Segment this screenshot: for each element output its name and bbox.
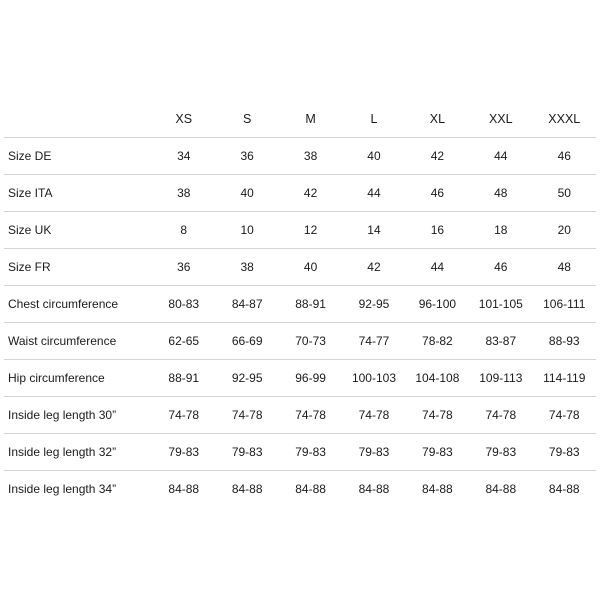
table-cell: 74-78 <box>422 408 453 422</box>
table-cell: 74-78 <box>358 408 390 422</box>
table-cell: 44 <box>367 186 381 200</box>
table-row <box>4 397 596 434</box>
table-cell: 84-88 <box>548 482 580 496</box>
size-header: XS <box>175 112 193 126</box>
table-cell: 106-111 <box>543 297 586 311</box>
table-cell: 74-78 <box>485 408 517 422</box>
table-cell: 96-99 <box>295 371 326 385</box>
table-cell: 40 <box>303 260 318 274</box>
table-cell: 84-88 <box>422 482 453 496</box>
table-cell: 48 <box>494 186 508 200</box>
table-cell: 48 <box>557 260 571 274</box>
size-header: M <box>305 112 316 126</box>
table-cell: 36 <box>240 149 254 163</box>
table-cell: 114-119 <box>543 371 586 385</box>
table-cell: 50 <box>557 186 571 200</box>
row-label: Size FR <box>8 260 51 274</box>
table-cell: 38 <box>240 260 254 274</box>
table-cell: 88-91 <box>168 371 200 385</box>
table-cell: 16 <box>430 223 445 237</box>
table-cell: 10 <box>240 223 254 237</box>
size-header: L <box>370 112 378 126</box>
row-label: Size UK <box>8 223 52 237</box>
table-cell: 88-93 <box>548 334 580 348</box>
size-header-row <box>4 101 596 138</box>
table-cell: 74-78 <box>231 408 263 422</box>
table-cell: 42 <box>303 186 318 200</box>
table-cell: 79-83 <box>295 445 326 459</box>
table-cell: 84-88 <box>295 482 326 496</box>
row-label: Inside leg length 32” <box>8 445 117 459</box>
table-cell: 20 <box>557 223 571 237</box>
table-cell: 109-113 <box>479 371 523 385</box>
table-cell: 70-73 <box>295 334 326 348</box>
table-cell: 62-65 <box>168 334 200 348</box>
table-cell: 12 <box>303 223 318 237</box>
table-cell: 101-105 <box>478 297 523 311</box>
table-cell: 79-83 <box>548 445 580 459</box>
table-cell: 79-83 <box>485 445 517 459</box>
table-row <box>4 138 596 175</box>
size-header: XXXL <box>548 112 581 126</box>
table-cell: 92-95 <box>231 371 263 385</box>
row-label: Inside leg length 30” <box>8 408 117 422</box>
table-row <box>4 249 596 286</box>
table-cell: 79-83 <box>422 445 453 459</box>
table-row <box>4 212 596 249</box>
table-row <box>4 175 596 212</box>
table-cell: 46 <box>430 186 445 200</box>
table-cell: 84-88 <box>231 482 263 496</box>
table-cell: 79-83 <box>358 445 390 459</box>
table-cell: 8 <box>180 223 188 237</box>
size-chart-table <box>4 101 596 507</box>
row-label: Waist circumference <box>8 334 117 348</box>
table-cell: 96-100 <box>418 297 457 311</box>
row-label: Hip circumference <box>8 371 105 385</box>
table-cell: 79-83 <box>231 445 263 459</box>
table-cell: 100-103 <box>351 371 396 385</box>
table-cell: 38 <box>177 186 191 200</box>
table-cell: 84-88 <box>358 482 390 496</box>
table-cell: 84-88 <box>485 482 517 496</box>
table-row <box>4 286 596 323</box>
table-cell: 34 <box>177 149 191 163</box>
table-cell: 46 <box>557 149 571 163</box>
size-header: XL <box>429 112 446 126</box>
table-cell: 79-83 <box>168 445 200 459</box>
table-cell: 74-78 <box>168 408 200 422</box>
table-cell: 40 <box>240 186 254 200</box>
table-cell: 84-88 <box>168 482 200 496</box>
table-cell: 84-87 <box>231 297 263 311</box>
table-cell: 83-87 <box>485 334 517 348</box>
header-corner <box>4 101 152 138</box>
table-row <box>4 323 596 360</box>
size-header: XXL <box>488 112 513 126</box>
row-label: Chest circumference <box>8 297 119 311</box>
table-cell: 74-78 <box>548 408 580 422</box>
table-row <box>4 471 596 508</box>
table-cell: 38 <box>303 149 318 163</box>
table-cell: 36 <box>177 260 191 274</box>
table-cell: 40 <box>367 149 381 163</box>
row-label: Inside leg length 34” <box>8 482 117 496</box>
table-cell: 18 <box>494 223 508 237</box>
row-label: Size DE <box>8 149 52 163</box>
table-cell: 74-77 <box>358 334 390 348</box>
table-cell: 92-95 <box>358 297 390 311</box>
table-cell: 66-69 <box>231 334 263 348</box>
table-cell: 42 <box>367 260 381 274</box>
table-cell: 44 <box>494 149 508 163</box>
row-label: Size ITA <box>8 186 53 200</box>
table-cell: 104-108 <box>415 371 460 385</box>
table-row <box>4 434 596 471</box>
table-cell: 14 <box>367 223 381 237</box>
table-cell: 74-78 <box>295 408 326 422</box>
table-row <box>4 360 596 397</box>
table-cell: 42 <box>430 149 445 163</box>
table-cell: 88-91 <box>295 297 326 311</box>
table-cell: 78-82 <box>422 334 453 348</box>
table-cell: 44 <box>430 260 445 274</box>
table-cell: 46 <box>494 260 508 274</box>
size-header: S <box>243 112 252 126</box>
table-cell: 80-83 <box>168 297 200 311</box>
